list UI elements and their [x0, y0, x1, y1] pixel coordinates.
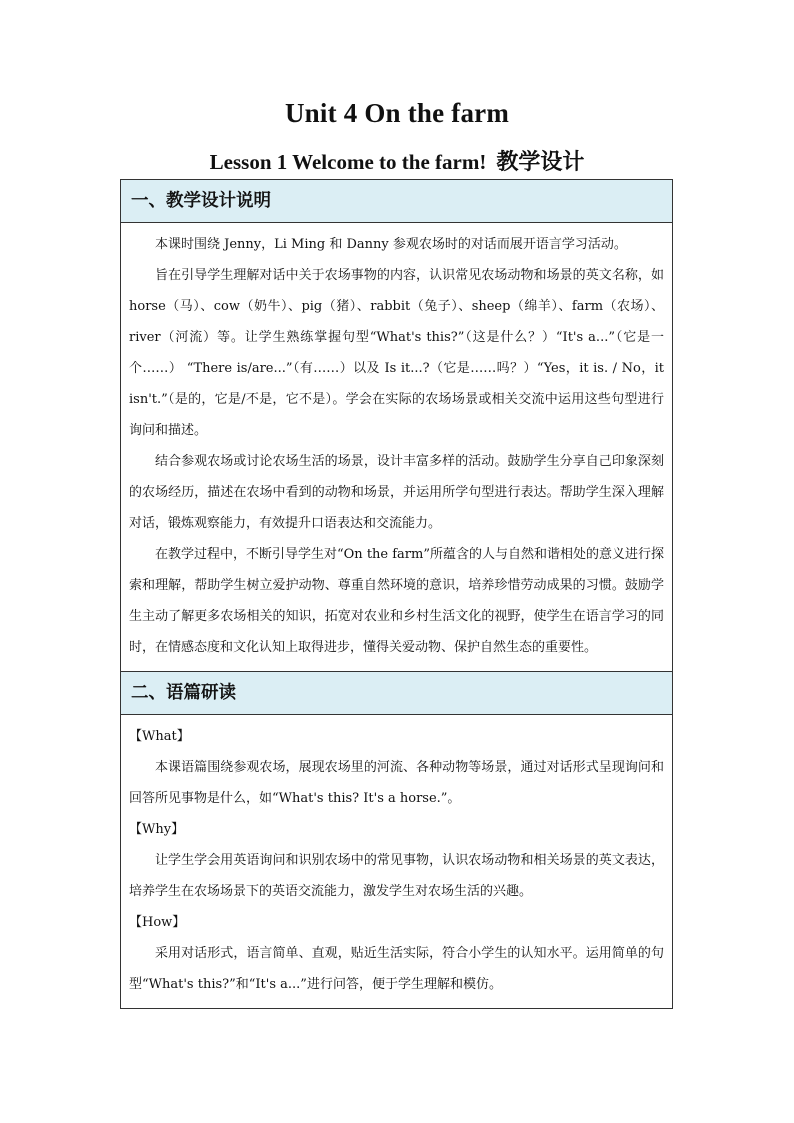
why-tag: 【Why】 — [129, 822, 185, 837]
what-text: 本课语篇围绕参观农场，展现农场里的河流、各种动物等场景，通过对话形式呈现询问和回答所见事物是什么，如“What's this? It's a horse.”。 — [129, 760, 664, 806]
section1-heading: 一、教学设计说明 — [121, 180, 672, 223]
how-text: 采用对话形式，语言简单、直观，贴近生活实际，符合小学生的认知水平。运用简单的句型“What's this?”和“It's a...”进行问答，便于学生理解和模仿。 — [129, 946, 664, 992]
what-tag: 【What】 — [129, 729, 190, 744]
section1-paragraph: 本课时围绕 Jenny，Li Ming 和 Danny 参观农场时的对话而展开语言学习活动。 — [155, 237, 627, 252]
section1-paragraph: 在教学过程中，不断引导学生对“On the farm”所蕴含的人与自然和谐相处的意义进行探索和理解，帮助学生树立爱护动物、尊重自然环境的意识，培养珍惜劳动成果的习惯。鼓励学生主动了解更多农场相关的知识，拓宽对农业和乡村生活文化的视野，使学生在语言学习的同时，在情感态度和文化认知上取得进步，懂得关爱动物、保护自然生态的重要性。 — [129, 547, 664, 655]
subtitle-cn: 教学设计 — [496, 149, 585, 174]
subtitle-en: Lesson 1 Welcome to the farm! — [209, 150, 487, 174]
how-tag: 【How】 — [129, 915, 186, 930]
why-text: 让学生学会用英语询问和识别农场中的常见事物，认识农场动物和相关场景的英文表达，培养学生在农场场景下的英语交流能力，激发学生对农场生活的兴趣。 — [129, 853, 664, 899]
section2-body — [121, 715, 672, 1008]
document-title: Unit 4 On the farm — [284, 98, 510, 128]
document-subtitle — [0, 145, 794, 176]
section1-paragraph: 结合参观农场或讨论农场生活的场景，设计丰富多样的活动。鼓励学生分享自己印象深刻的农场经历，描述在农场中看到的动物和场景，并运用所学句型进行表达。帮助学生深入理解对话，锻炼观察能力，有效提升口语表达和交流能力。 — [129, 454, 664, 531]
section2-heading: 二、语篇研读 — [121, 672, 672, 715]
lesson-table — [120, 179, 673, 1009]
section1-paragraph: 旨在引导学生理解对话中关于农场事物的内容，认识常见农场动物和场景的英文名称，如 horse（马）、cow（奶牛）、pig（猪）、rabbit（兔子）、sheep（绵羊）、farm（农场）、river（河流）等。让学生熟练掌握句型“What's this?”（这是什么？）“It's a...”（它是一个……） “There is/are...”（有……）以及 Is it...?（它是……吗？）“Yes，it is. / No，it isn't.”（是的，它是/不是，它不是）。学会在实际的农场场景或相关交流中运用这些句型进行询问和描述。 — [129, 268, 664, 438]
section1-body — [121, 223, 672, 672]
